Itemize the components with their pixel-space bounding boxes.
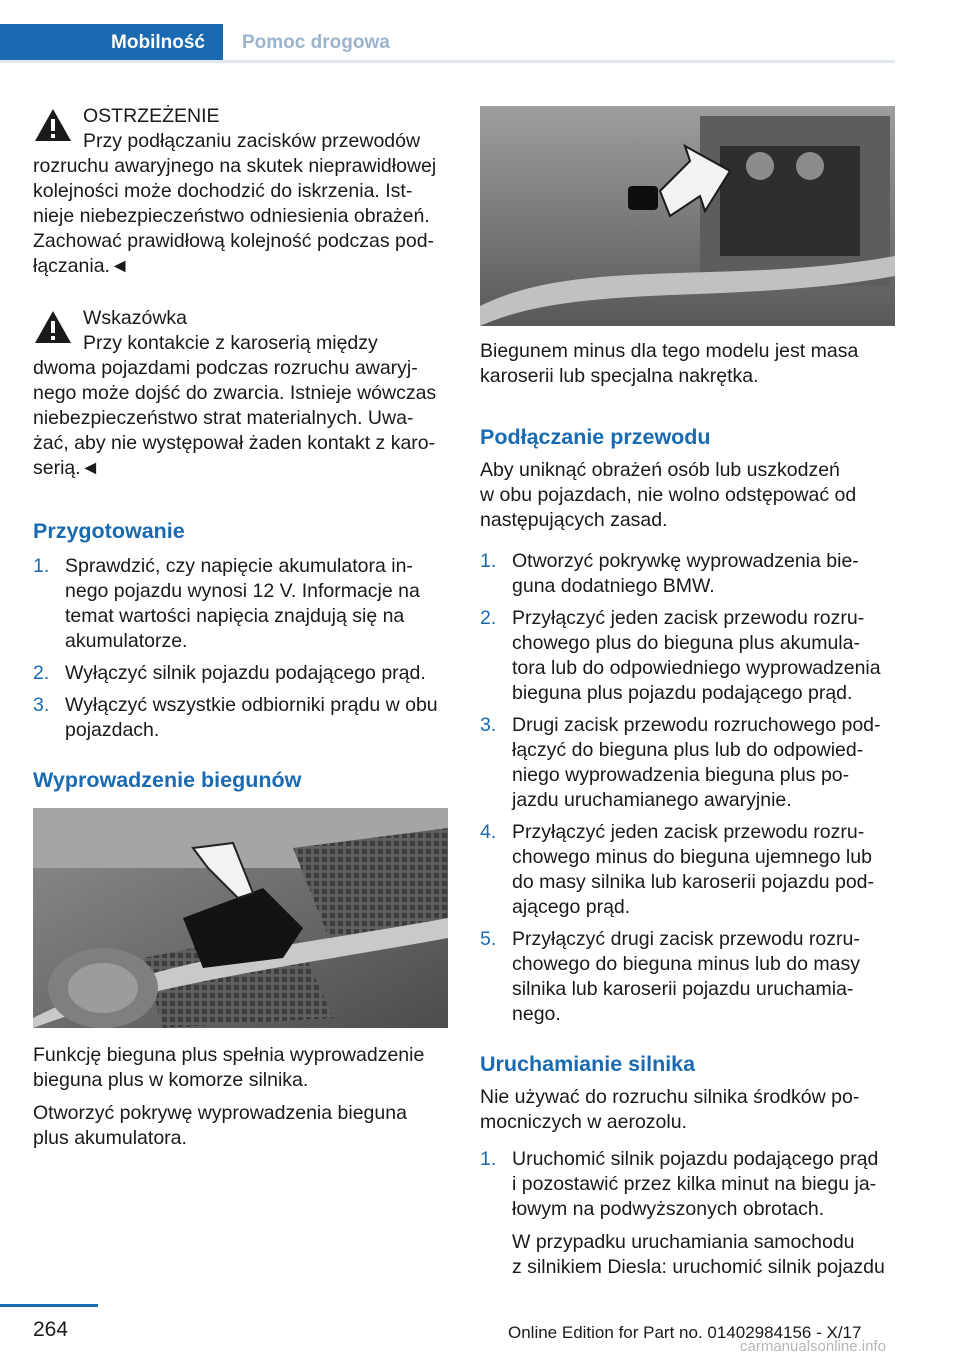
list-item	[480, 927, 897, 1027]
list-item	[33, 554, 449, 654]
list-item	[33, 693, 449, 743]
warning-triangle-icon	[33, 309, 73, 345]
warning-line: Zachować prawidłową kolejność podczas pod-	[33, 230, 435, 252]
negative-pole-illustration	[480, 106, 895, 326]
warning-line: Przy kontakcie z karoserią między	[83, 332, 378, 354]
preparation-steps	[33, 554, 449, 750]
step-line: Otworzyć pokrywkę wyprowadzenia bie-	[512, 550, 859, 572]
step-line: guna dodatniego BMW.	[512, 575, 715, 597]
intro-line: mocniczych w aerozolu.	[480, 1111, 687, 1133]
caption-negative-pole	[480, 339, 897, 389]
step-line: łączyć do bieguna plus lub do odpowied-	[512, 739, 864, 761]
step-line: i pozostawić przez kilka minut na biegu ja-	[512, 1173, 877, 1195]
step-line: silnika lub karoserii pojazdu uruchamia-	[512, 978, 854, 1000]
step-line: pojazdach.	[65, 719, 160, 741]
warning-line: łączania.◄	[33, 255, 130, 277]
intro-line: następujących zasad.	[480, 509, 668, 531]
warning-title-1: OSTRZEŻENIE	[83, 105, 220, 127]
warning-line: kolejności może dochodzić do iskrzenia. Ist-	[33, 180, 413, 202]
warning-line: żać, aby nie występował żaden kontakt z karo-	[33, 432, 436, 454]
step-number: 1.	[33, 555, 50, 577]
list-item	[480, 606, 897, 706]
step-number: 3.	[33, 694, 50, 716]
positive-pole-illustration	[33, 808, 448, 1028]
step-line: Wyłączyć wszystkie odbiorniki prądu w obu	[65, 694, 438, 716]
watermark: carmanualsonline.info	[740, 1338, 886, 1355]
step-line: chowego plus do bieguna plus akumula-	[512, 632, 860, 654]
list-item	[480, 820, 897, 920]
list-item	[480, 1147, 897, 1280]
caption-line: plus akumulatora.	[33, 1127, 187, 1149]
warning-line: serią.◄	[33, 457, 100, 479]
step-number: 2.	[480, 607, 497, 629]
warning-line: rozruchu awaryjnego na skutek nieprawidłowej	[33, 155, 437, 177]
step-line: Uruchomić silnik pojazdu podającego prąd	[512, 1148, 879, 1170]
start-steps	[480, 1147, 897, 1287]
edition-note: Online Edition for Part no. 01402984156 - X/17	[508, 1323, 862, 1342]
caption-line: karoserii lub specjalna nakrętka.	[480, 365, 759, 387]
step-line: nego pojazdu wynosi 12 V. Informacje na	[65, 580, 420, 602]
header-rule	[0, 60, 895, 63]
step-line: ającego prąd.	[512, 896, 631, 918]
caption-line: Biegunem minus dla tego modelu jest masa	[480, 340, 859, 362]
section-heading-start: Uruchamianie silnika	[480, 1052, 696, 1076]
footer-rule	[0, 1304, 98, 1307]
intro-line: Aby uniknąć obrażeń osób lub uszkodzeń	[480, 459, 840, 481]
caption-line: bieguna plus w komorze silnika.	[33, 1069, 309, 1091]
warning-line: dwoma pojazdami podczas rozruchu awaryj-	[33, 357, 418, 379]
step-line: W przypadku uruchamiania samochodu	[512, 1231, 855, 1253]
step-line: z silnikiem Diesla: uruchomić silnik pojazdu	[512, 1256, 885, 1278]
section-heading-connect: Podłączanie przewodu	[480, 425, 711, 449]
step-line: nego.	[512, 1003, 561, 1025]
step-line: Przyłączyć jeden zacisk przewodu rozru-	[512, 821, 865, 843]
step-line: akumulatorze.	[65, 630, 188, 652]
step-line: Drugi zacisk przewodu rozruchowego pod-	[512, 714, 881, 736]
engine-bay-negative-pole-photo	[480, 106, 895, 326]
page-header	[0, 0, 960, 62]
step-line: chowego do bieguna minus lub do masy	[512, 953, 860, 975]
section-heading-preparation: Przygotowanie	[33, 519, 185, 543]
intro-line: Nie używać do rozruchu silnika środków po-	[480, 1086, 860, 1108]
step-line: chowego minus do bieguna ujemnego lub	[512, 846, 872, 868]
step-line: do masy silnika lub karoserii pojazdu pod-	[512, 871, 875, 893]
warning-title-2: Wskazówka	[83, 307, 188, 329]
warning-block-1	[33, 104, 449, 279]
step-line: tora lub do odpowiedniego wyprowadzenia	[512, 657, 881, 679]
step-number: 3.	[480, 714, 497, 736]
connect-intro	[480, 458, 897, 533]
step-number: 1.	[480, 1148, 497, 1170]
step-number: 5.	[480, 928, 497, 950]
step-number: 4.	[480, 821, 497, 843]
list-item	[480, 713, 897, 813]
warning-line: nego może dojść do zwarcia. Istnieje wówczas	[33, 382, 437, 404]
chapter-tab: Mobilność	[0, 24, 223, 62]
step-line: bieguna plus pojazdu podającego prąd.	[512, 682, 853, 704]
warning-line: Przy podłączaniu zacisków przewodów	[83, 130, 421, 152]
start-intro	[480, 1085, 897, 1135]
page-number: 264	[33, 1318, 69, 1341]
step-line: Przyłączyć drugi zacisk przewodu rozru-	[512, 928, 860, 950]
list-item	[33, 661, 449, 686]
step-line: temat wartości napięcia znajdują się na	[65, 605, 405, 627]
warning-line: nieje niebezpieczeństwo odniesienia obrażeń.	[33, 205, 430, 227]
warning-block-2	[33, 306, 449, 481]
engine-bay-positive-pole-photo	[33, 808, 448, 1028]
section-tab: Pomoc drogowa	[242, 32, 390, 53]
caption-line: Otworzyć pokrywę wyprowadzenia bieguna	[33, 1102, 407, 1124]
step-line: łowym na podwyższonych obrotach.	[512, 1198, 825, 1220]
step-line: niego wyprowadzenia bieguna plus po-	[512, 764, 850, 786]
step-line: Wyłączyć silnik pojazdu podającego prąd.	[65, 662, 426, 684]
step-line: jazdu uruchamianego awaryjnie.	[512, 789, 792, 811]
step-line: Przyłączyć jeden zacisk przewodu rozru-	[512, 607, 865, 629]
connect-steps	[480, 549, 897, 1034]
caption-line: Funkcję bieguna plus spełnia wyprowadzenie	[33, 1044, 425, 1066]
list-item	[480, 549, 897, 599]
caption-positive-pole	[33, 1043, 449, 1151]
step-number: 2.	[33, 662, 50, 684]
section-heading-poles: Wyprowadzenie biegunów	[33, 768, 302, 792]
intro-line: w obu pojazdach, nie wolno odstępować od	[480, 484, 857, 506]
warning-triangle-icon	[33, 107, 73, 143]
step-line: Sprawdzić, czy napięcie akumulatora in-	[65, 555, 413, 577]
warning-line: niebezpieczeństwo strat materialnych. Uwa-	[33, 407, 414, 429]
step-number: 1.	[480, 550, 497, 572]
